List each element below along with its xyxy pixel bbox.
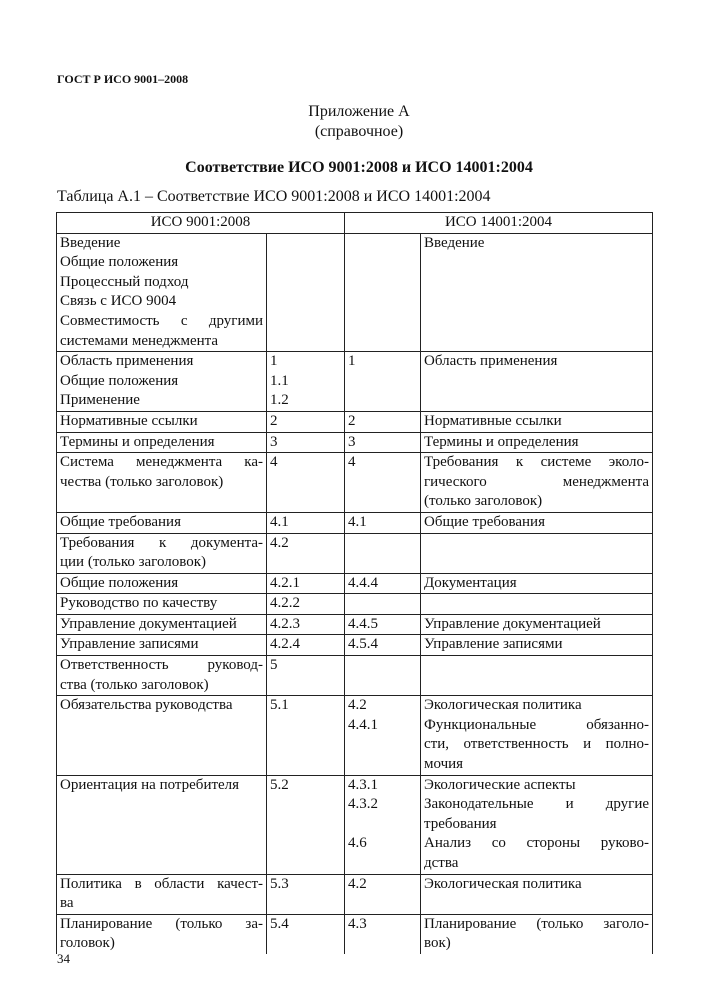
iso14001-clause-title: мочия	[424, 756, 464, 773]
iso9001-clause-title: Область применения	[60, 353, 194, 370]
iso9001-clause-title: Ответственность руковод-	[60, 657, 263, 674]
iso14001-clause-title: Управление записями	[424, 636, 563, 653]
table-row	[57, 656, 653, 696]
iso14001-clause-number: 4.2	[348, 697, 367, 714]
iso14001-clause-number-cell	[345, 594, 421, 615]
iso9001-clause-title: Общие положения	[60, 372, 179, 389]
iso9001-clause-number: 4.1	[270, 513, 289, 530]
iso14001-clause-title-cell	[421, 594, 653, 615]
iso14001-clause-number-cell	[345, 656, 421, 696]
iso9001-clause-number-cell	[267, 573, 345, 594]
table-row	[57, 233, 653, 352]
iso14001-clause-number-cell	[345, 775, 421, 874]
iso14001-clause-title: Законодательные и другие	[424, 796, 649, 813]
iso14001-clause-number: 4.5.4	[348, 636, 378, 653]
iso9001-clause-title: Применение	[60, 392, 140, 409]
iso9001-clause-number-cell	[267, 432, 345, 453]
iso14001-clause-number-cell	[345, 432, 421, 453]
table-row	[57, 453, 653, 513]
table-row	[57, 696, 653, 775]
iso14001-clause-number: 4.4.4	[348, 574, 378, 591]
table-row	[57, 775, 653, 874]
iso14001-clause-title-cell	[421, 874, 653, 914]
iso14001-clause-number-cell	[345, 533, 421, 573]
iso9001-clause-title: Требования к документа-	[60, 534, 263, 551]
iso9001-clause-title: чества (только заголовок)	[60, 473, 224, 490]
iso9001-clause-number-cell	[267, 656, 345, 696]
iso9001-clause-number-cell	[267, 453, 345, 513]
iso9001-clause-number: 4.2.4	[270, 636, 300, 653]
iso14001-clause-title-cell	[421, 432, 653, 453]
iso9001-clause-number: 5.3	[270, 875, 289, 892]
iso14001-clause-number-cell	[345, 635, 421, 656]
iso9001-clause-title-cell	[57, 614, 267, 635]
appendix-subtitle: (справочное)	[314, 123, 404, 140]
iso9001-clause-number-cell	[267, 411, 345, 432]
iso14001-clause-title: Введение	[424, 234, 485, 251]
iso9001-clause-number: 4.2.3	[270, 615, 300, 632]
iso9001-clause-title: Планирование (только за-	[60, 915, 263, 932]
iso14001-clause-number: 2	[348, 412, 356, 429]
table-row	[57, 614, 653, 635]
iso14001-clause-title: Документация	[424, 574, 517, 591]
iso14001-clause-title: Область применения	[424, 353, 558, 370]
iso9001-clause-title: Обязательства руководства	[60, 697, 233, 714]
iso9001-clause-title-cell	[57, 594, 267, 615]
iso14001-clause-title: гического менеджмента	[424, 473, 649, 490]
iso14001-clause-title: Термины и определения	[424, 433, 579, 450]
table-row	[57, 432, 653, 453]
iso9001-clause-title-cell	[57, 656, 267, 696]
header-iso-14001: ИСО 14001:2004	[345, 213, 653, 234]
iso14001-clause-number: 4.3.1	[348, 776, 378, 793]
iso9001-clause-number: 3	[270, 433, 278, 450]
iso9001-clause-title-cell	[57, 635, 267, 656]
correspondence-table	[56, 212, 653, 954]
iso9001-clause-number-cell	[267, 775, 345, 874]
section-title: Соответствие ИСО 9001:2008 и ИСО 14001:2004	[185, 159, 533, 176]
iso9001-clause-title-cell	[57, 696, 267, 775]
iso14001-clause-title-cell	[421, 533, 653, 573]
iso9001-clause-number: 4.2	[270, 534, 289, 551]
iso14001-clause-number: 4.4.5	[348, 615, 378, 632]
iso9001-clause-title: Система менеджмента ка-	[60, 454, 263, 471]
iso9001-clause-number-cell	[267, 512, 345, 533]
iso14001-clause-number-cell	[345, 914, 421, 954]
iso14001-clause-title: Требования к системе эколо-	[424, 454, 649, 471]
iso9001-clause-title-cell	[57, 533, 267, 573]
iso9001-clause-number-cell	[267, 614, 345, 635]
iso14001-clause-number: 4.2	[348, 875, 367, 892]
iso9001-clause-number: 4.2.1	[270, 574, 300, 591]
iso9001-clause-title-cell	[57, 512, 267, 533]
iso14001-clause-title: Экологическая политика	[424, 697, 582, 714]
table-row	[57, 635, 653, 656]
iso14001-clause-title: сти, ответственность и полно-	[424, 736, 649, 753]
iso9001-clause-number: 1.1	[270, 372, 289, 389]
iso9001-clause-title-cell	[57, 233, 267, 352]
header-iso-9001: ИСО 9001:2008	[57, 213, 345, 234]
iso9001-clause-title-cell	[57, 432, 267, 453]
iso14001-clause-number-cell	[345, 233, 421, 352]
iso14001-clause-title: Экологические аспекты	[424, 776, 576, 793]
table-row	[57, 594, 653, 615]
iso14001-clause-number-cell	[345, 614, 421, 635]
appendix-title: Приложение А	[308, 103, 410, 120]
iso14001-clause-title: Планирование (только заголо-	[424, 915, 649, 932]
iso14001-clause-title: требования	[424, 815, 497, 832]
iso9001-clause-title: Нормативные ссылки	[60, 412, 198, 429]
iso14001-clause-title-cell	[421, 614, 653, 635]
iso9001-clause-number: 2	[270, 412, 278, 429]
iso9001-clause-title-cell	[57, 453, 267, 513]
iso9001-clause-title-cell	[57, 914, 267, 954]
iso14001-clause-number	[348, 815, 417, 835]
iso9001-clause-title: Общие требования	[60, 513, 181, 530]
iso9001-clause-number-cell	[267, 233, 345, 352]
iso9001-clause-title: Термины и определения	[60, 433, 215, 450]
iso14001-clause-title-cell	[421, 696, 653, 775]
iso9001-clause-number: 4.2.2	[270, 595, 300, 612]
iso14001-clause-number: 1	[348, 353, 356, 370]
iso14001-clause-title: (только заголовок)	[424, 493, 543, 510]
iso9001-clause-number-cell	[267, 533, 345, 573]
iso14001-clause-number-cell	[345, 874, 421, 914]
table-row	[57, 874, 653, 914]
iso9001-clause-title: Политика в области качест-	[60, 875, 263, 892]
iso14001-clause-title: дства	[424, 855, 459, 871]
iso14001-clause-number-cell	[345, 352, 421, 412]
iso9001-clause-number: 5.1	[270, 697, 289, 714]
iso9001-clause-title: ства (только заголовок)	[60, 676, 209, 693]
iso14001-clause-title: Функциональные обязанно-	[424, 716, 649, 733]
iso9001-clause-title: Общие положения	[60, 254, 179, 271]
iso9001-clause-number: 1	[270, 353, 278, 370]
iso14001-clause-number: 4	[348, 454, 356, 471]
iso9001-clause-number-cell	[267, 874, 345, 914]
iso14001-clause-number-cell	[345, 411, 421, 432]
iso9001-clause-title-cell	[57, 775, 267, 874]
iso14001-clause-title-cell	[421, 656, 653, 696]
iso14001-clause-number-cell	[345, 573, 421, 594]
iso14001-clause-title-cell	[421, 352, 653, 412]
iso14001-clause-title-cell	[421, 411, 653, 432]
iso14001-clause-title: вок)	[424, 935, 451, 952]
table-row	[57, 411, 653, 432]
iso14001-clause-title-cell	[421, 233, 653, 352]
iso14001-clause-number: 4.4.1	[348, 716, 378, 733]
iso14001-clause-title-cell	[421, 512, 653, 533]
iso14001-clause-title-cell	[421, 573, 653, 594]
iso14001-clause-title-cell	[421, 453, 653, 513]
iso9001-clause-number: 5	[270, 657, 278, 674]
iso9001-clause-number: 5.2	[270, 776, 289, 793]
table-row	[57, 352, 653, 412]
iso14001-clause-title-cell	[421, 635, 653, 656]
iso9001-clause-title: системами менеджмента	[60, 332, 219, 349]
table-row	[57, 533, 653, 573]
iso14001-clause-title: Нормативные ссылки	[424, 412, 562, 429]
iso9001-clause-title: Ориентация на потребителя	[60, 776, 240, 793]
iso14001-clause-number: 4.3.2	[348, 796, 378, 813]
iso9001-clause-title: головок)	[60, 935, 115, 952]
iso9001-clause-title-cell	[57, 352, 267, 412]
iso14001-clause-number: 4.6	[348, 835, 367, 852]
iso9001-clause-number-cell	[267, 635, 345, 656]
iso9001-clause-number-cell	[267, 594, 345, 615]
iso14001-clause-number: 4.3	[348, 915, 367, 932]
iso9001-clause-title-cell	[57, 874, 267, 914]
iso14001-clause-title: Анализ со стороны руково-	[424, 835, 649, 852]
iso9001-clause-title-cell	[57, 573, 267, 594]
iso9001-clause-title: ции (только заголовок)	[60, 554, 207, 571]
iso9001-clause-title: Введение	[60, 234, 121, 251]
iso9001-clause-number-cell	[267, 352, 345, 412]
iso9001-clause-title: Руководство по качеству	[60, 595, 218, 612]
iso14001-clause-title: Общие требования	[424, 513, 545, 530]
iso9001-clause-title-cell	[57, 411, 267, 432]
table-caption: Таблица А.1 – Соответствие ИСО 9001:2008 и ИСО 14001:2004	[57, 188, 491, 205]
iso14001-clause-number: 3	[348, 433, 356, 450]
iso9001-clause-number-cell	[267, 696, 345, 775]
iso14001-clause-number: 4.1	[348, 513, 367, 530]
iso14001-clause-title: Экологическая политика	[424, 875, 582, 892]
iso14001-clause-title-cell	[421, 914, 653, 954]
iso9001-clause-title: ва	[60, 895, 74, 912]
iso9001-clause-title: Управление записями	[60, 636, 199, 653]
table-row	[57, 914, 653, 954]
iso9001-clause-title: Процессный подход	[60, 273, 189, 290]
iso9001-clause-number: 4	[270, 454, 278, 471]
iso14001-clause-number-cell	[345, 696, 421, 775]
page-number: 34	[57, 951, 70, 966]
iso9001-clause-number-cell	[267, 914, 345, 954]
table-row	[57, 573, 653, 594]
table-row	[57, 512, 653, 533]
table-header-row	[57, 213, 653, 234]
iso14001-clause-number-cell	[345, 512, 421, 533]
iso14001-clause-title-cell	[421, 775, 653, 874]
iso9001-clause-title: Связь с ИСО 9004	[60, 293, 177, 310]
iso9001-clause-number: 1.2	[270, 392, 289, 409]
iso9001-clause-title: Совместимость с другими	[60, 312, 263, 329]
iso14001-clause-title: Управление документацией	[424, 615, 601, 632]
document-code-header: ГОСТ Р ИСО 9001–2008	[57, 72, 189, 86]
iso14001-clause-number-cell	[345, 453, 421, 513]
iso9001-clause-title: Управление документацией	[60, 615, 237, 632]
iso9001-clause-number: 5.4	[270, 915, 289, 932]
iso9001-clause-title: Общие положения	[60, 574, 179, 591]
